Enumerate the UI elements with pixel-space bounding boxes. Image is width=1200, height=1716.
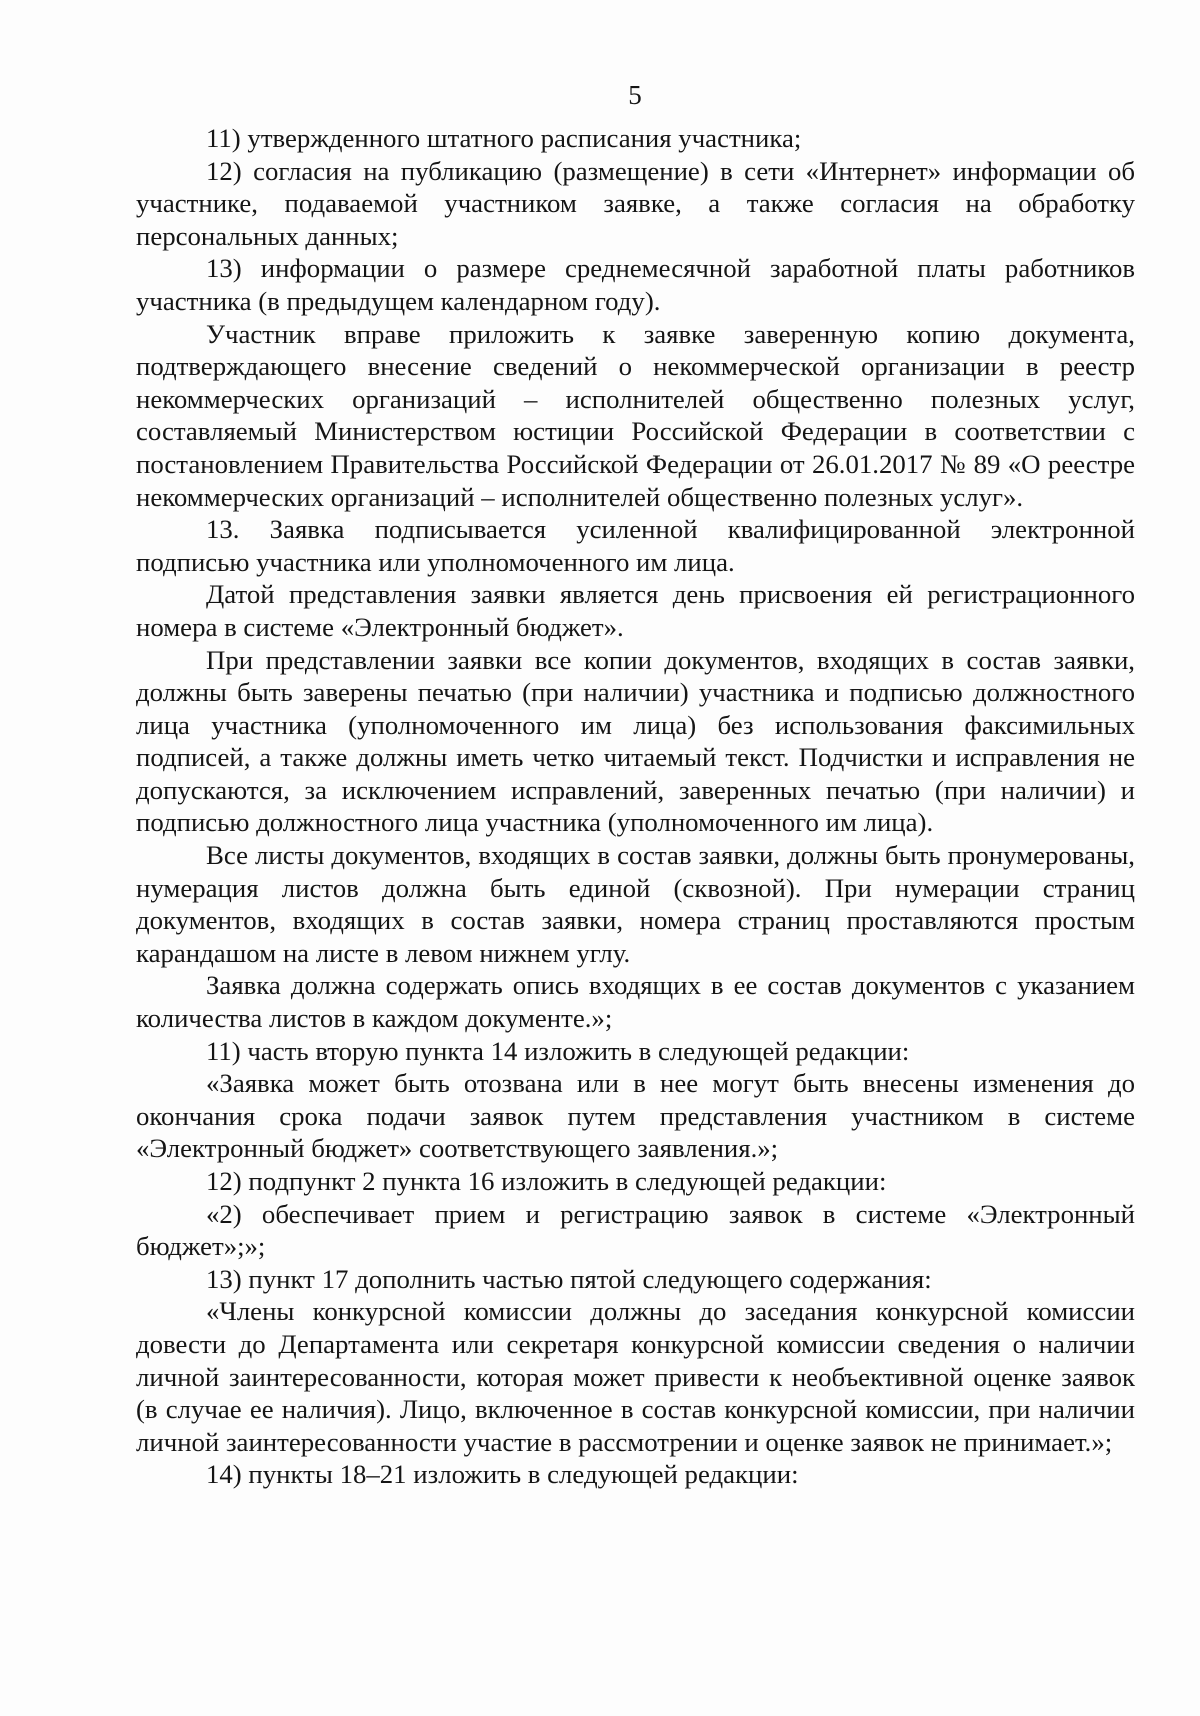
paragraph-amendment-13: 13) пункт 17 дополнить частью пятой следующего содержания: (206, 1263, 932, 1294)
paragraph-quote-registration: «2) обеспечивает прием и регистрацию заявок в системе «Электронный бюджет»;»; (136, 1198, 1135, 1262)
paragraph-page-numbering: Все листы документов, входящих в состав заявки, должны быть пронумерованы, нумерация листов должна быть единой (сквозной). При нумерации страниц документов, входящих в состав заявки, номера страниц проставляются простым карандашом на листе в левом нижнем углу. (136, 840, 1135, 968)
paragraph-clause-13: 13. Заявка подписывается усиленной квалифицированной электронной подписью участника или уполномоченного им лица. (136, 514, 1135, 577)
paragraph-attachment-note: Участник вправе приложить к заявке заверенную копию документа, подтверждающего внесение сведений о некоммерческой организации в реестр некоммерческих организаций – исполнителей общественно полезных услуг, составляемый Министерством юстиции Российской Федерации в соответствии с постановлением Правительства Российской Федерации от 26.01.2017 № 89 «О реестре некоммерческих организаций – исполнителей общественно полезных услуг». (136, 318, 1135, 512)
paragraph-copies-certification: При представлении заявки все копии документов, входящих в состав заявки, должны быть заверены печатью (при наличии) участника и подписью должностного лица участника (уполномоченного им лица) без использования факсимильных подписей, а также должны иметь четко читаемый текст. Подчистки и исправления не допускаются, за исключением исправлений, заверенных печатью (при наличии) и подписью должностного лица участника (уполномоченного им лица). (136, 644, 1135, 838)
paragraph-quote-commission: «Члены конкурсной комиссии должны до заседания конкурсной комиссии довести до Департамента или секретаря конкурсной комиссии сведения о наличии личной заинтересованности, которая может привести к необъективной оценке заявок (в случае ее наличия). Лицо, включенное в состав конкурсной комиссии, при наличии личной заинтересованности участие в рассмотрении и оценке заявок не принимает.»; (136, 1296, 1135, 1457)
paragraph-amendment-11: 11) часть вторую пункта 14 изложить в следующей редакции: (206, 1035, 910, 1066)
paragraph-quote-withdrawal: «Заявка может быть отозвана или в нее могут быть внесены изменения до окончания срока подачи заявок путем представления участником в системе «Электронный бюджет» соответствующего заявления.»; (136, 1068, 1135, 1164)
paragraph-amendment-14: 14) пункты 18–21 изложить в следующей редакции: (206, 1459, 799, 1490)
paragraph-item-13: 13) информации о размере среднемесячной заработной платы работников участника (в предыдущем календарном году). (136, 253, 1135, 316)
page-number: 5 (628, 80, 642, 110)
paragraph-item-12: 12) согласия на публикацию (размещение) в сети «Интернет» информации об участнике, подаваемой участником заявке, а также согласия на обработку персональных данных; (136, 155, 1135, 251)
document-body (136, 122, 1135, 1491)
paragraph-amendment-12: 12) подпункт 2 пункта 16 изложить в следующей редакции: (206, 1166, 887, 1196)
paragraph-submission-date: Датой представления заявки является день присвоения ей регистрационного номера в системе «Электронный бюджет». (136, 579, 1135, 642)
paragraph-item-11: 11) утвержденного штатного расписания участника; (206, 123, 802, 153)
paragraph-inventory: Заявка должна содержать опись входящих в ее состав документов с указанием количества листов в каждом документе.»; (136, 970, 1135, 1034)
